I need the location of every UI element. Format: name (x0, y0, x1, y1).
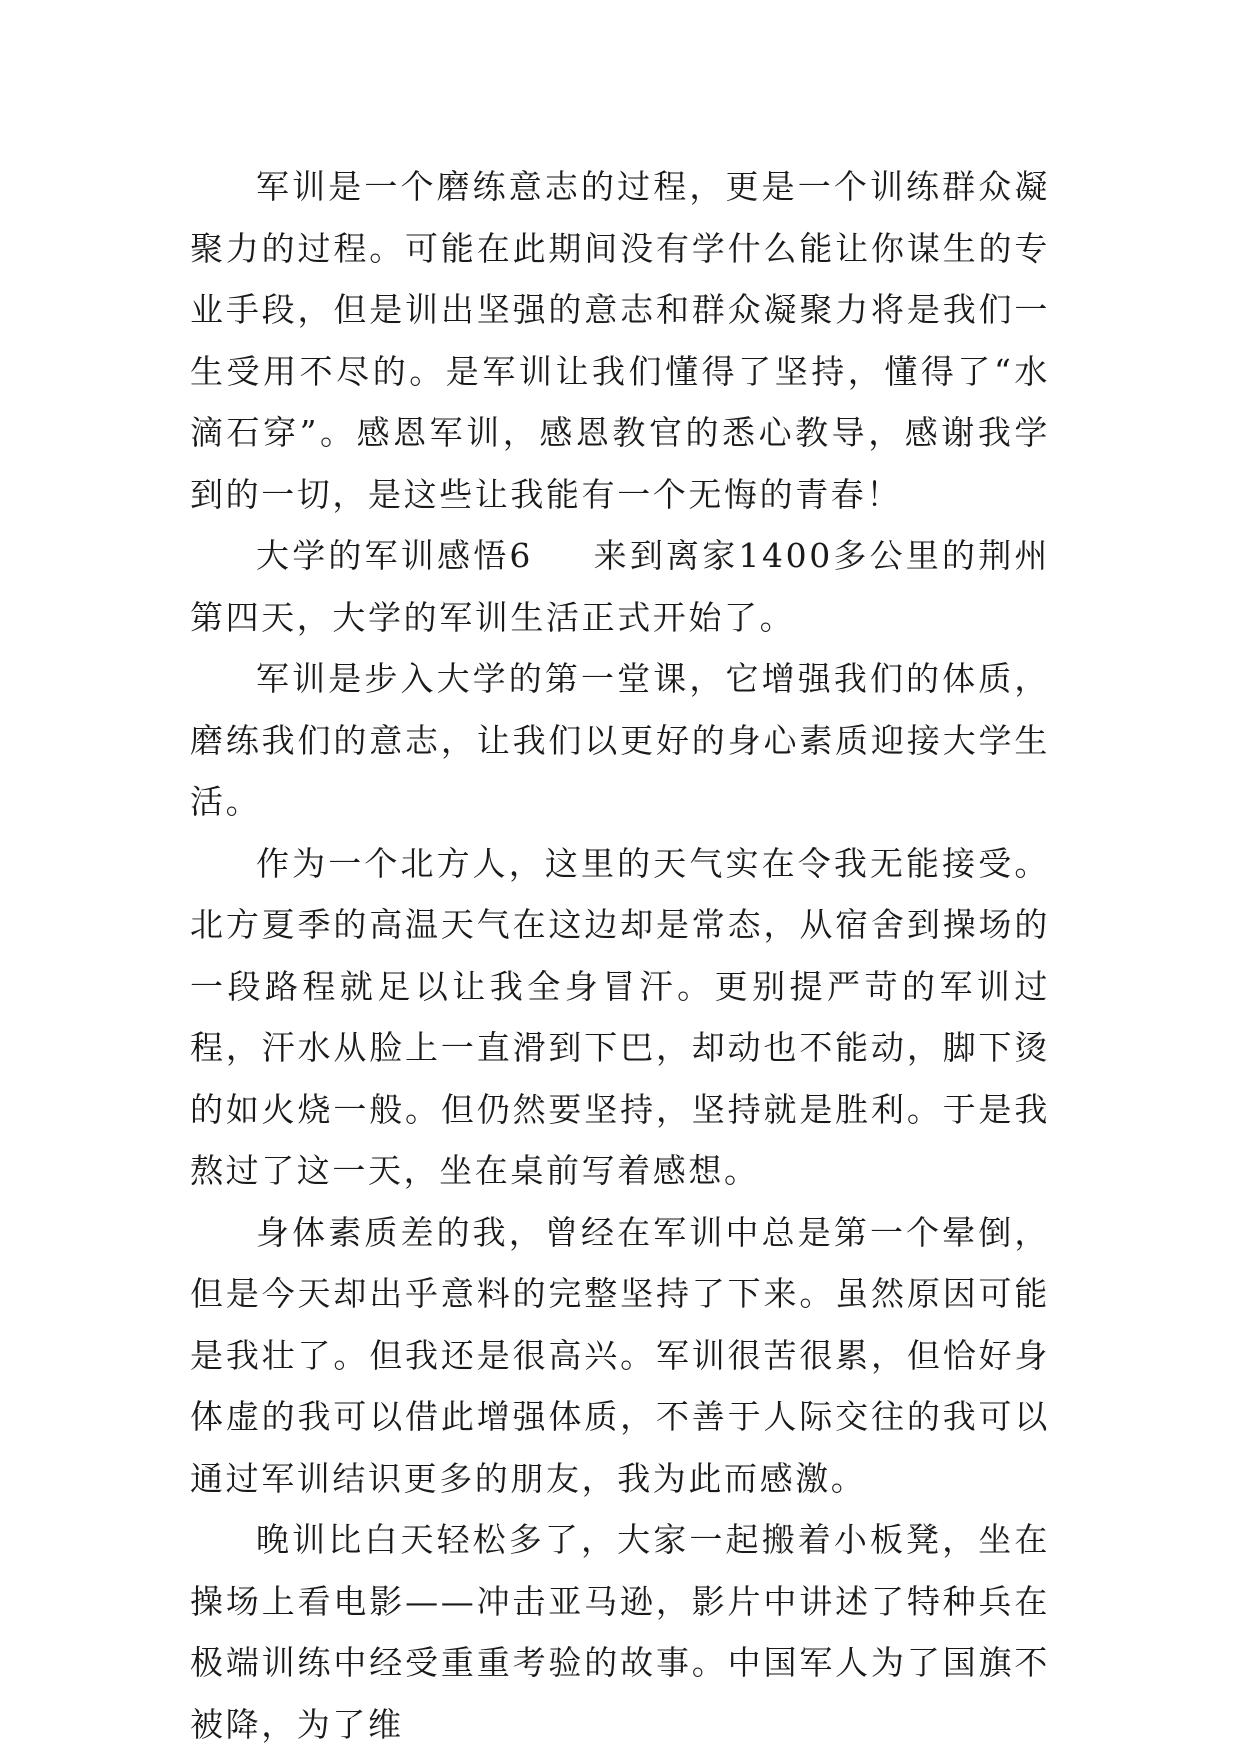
paragraph: 军训是一个磨练意志的过程，更是一个训练群众凝聚力的过程。可能在此期间没有学什么能让你谋生的专业手段，但是训出坚强的意志和群众凝聚力将是我们一生受用不尽的。是军训让我们懂得了坚持，懂得了“水滴石穿”。感恩军训，感恩教官的悉心教导，感谢我学到的一切，是这些让我能有一个无悔的青春！ (190, 167, 1050, 514)
section-lead: 来到离家1400多公里的荆州第四天，大学的军训生活正式开始了。 (190, 536, 1051, 637)
paragraph: 军训是步入大学的第一堂课，它增强我们的体质，磨练我们的意志，让我们以更好的身心素质迎接大学生活。 (190, 659, 1050, 821)
document-body (190, 156, 1050, 1755)
paragraph: 作为一个北方人，这里的天气实在令我无能接受。北方夏季的高温天气在这边却是常态，从宿舍到操场的一段路程就足以让我全身冒汗。更别提严苛的军训过程，汗水从脸上一直滑到下巴，却动也不能动，脚下烫的如火烧一般。但仍然要坚持，坚持就是胜利。于是我熬过了这一天，坐在桌前写着感想。 (190, 843, 1050, 1190)
paragraph: 身体素质差的我，曾经在军训中总是第一个晕倒，但是今天却出乎意料的完整坚持了下来。虽然原因可能是我壮了。但我还是很高兴。军训很苦很累，但恰好身体虚的我可以借此增强体质，不善于人际交往的我可以通过军训结识更多的朋友，我为此而感激。 (190, 1212, 1050, 1498)
section-heading: 大学的军训感悟6 (256, 536, 534, 575)
paragraph: 晚训比白天轻松多了，大家一起搬着小板凳，坐在操场上看电影——冲击亚马逊，影片中讲述了特种兵在极端训练中经受重重考验的故事。中国军人为了国旗不被降，为了维 (190, 1520, 1050, 1744)
section-paragraph (190, 525, 1050, 648)
